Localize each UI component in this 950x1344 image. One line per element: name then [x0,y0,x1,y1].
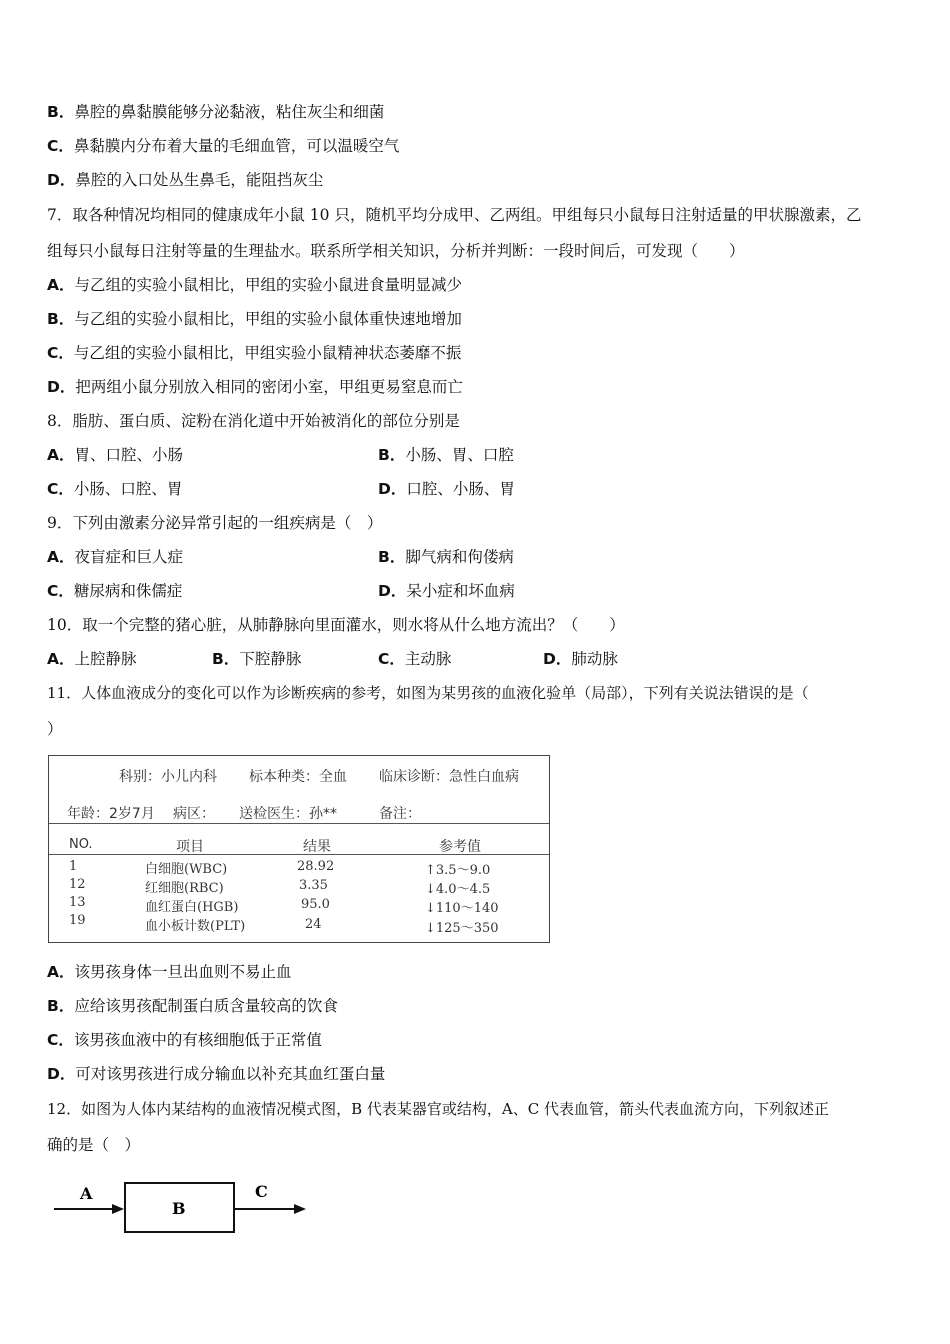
q11-option-b[interactable] [47,996,338,1016]
q11-option-a[interactable] [47,962,292,982]
option-text: 把两组小鼠分别放入相同的密闭小室，甲组更易窒息而亡 [75,378,463,396]
q12-stem-line2: 确的是（ ） [47,1136,141,1154]
q9-option-d[interactable] [378,581,515,601]
option-text: 呆小症和坏血病 [406,582,515,600]
row-no: 13 [69,895,86,910]
q8-option-c[interactable] [47,479,182,499]
report-sample: 标本种类：全血 [249,769,347,785]
report-diagnosis: 临床诊断：急性白血病 [379,769,519,785]
q7-stem-line1: 7．取各种情况均相同的健康成年小鼠 10 只，随机平均分成甲、乙两组。甲组每只小鼠每日注射适量的甲状腺激素，乙 [47,206,862,224]
report-divider-top [49,823,549,824]
report-dept: 科别：小儿内科 [119,769,217,785]
q6-option-d[interactable] [47,170,323,190]
report-remark: 备注： [379,806,421,822]
row-result: 24 [305,917,322,932]
option-label: B． [47,103,75,121]
option-text: 与乙组的实验小鼠相比，甲组实验小鼠精神状态萎靡不振 [73,344,462,362]
option-label: B． [212,650,240,668]
option-text: 上腔静脉 [74,650,137,668]
row-ref: ↑3.5～9.0 [425,863,491,878]
option-label: B． [47,997,75,1015]
option-label: C． [47,137,74,155]
header-result: 结果 [303,839,331,855]
row-no: 1 [69,859,78,874]
q9-option-c[interactable] [47,581,182,601]
option-text: 肺动脉 [571,650,618,668]
row-item: 血红蛋白(HGB) [145,900,239,915]
q11-stem-line1: 11．人体血液成分的变化可以作为诊断疾病的参考，如图为某男孩的血液化验单（局部），下列有关说法错误的是（ [47,684,809,702]
option-text: 脚气病和佝偻病 [405,548,514,566]
q10-option-a[interactable] [47,649,137,669]
label-c: C [255,1182,268,1201]
q7-stem-line2: 组每只小鼠每日注射等量的生理盐水。联系所学相关知识，分析并判断：一段时间后，可发现（ ） [47,242,745,260]
row-item: 血小板计数(PLT) [145,919,246,934]
option-label: C． [47,1031,74,1049]
report-age: 年龄：2岁7月 [67,806,155,822]
option-label: D． [378,480,407,498]
q9-stem: 9．下列由激素分泌异常引起的一组疾病是（ ） [47,514,383,532]
option-text: 可对该男孩进行成分输血以补充其血红蛋白量 [75,1065,386,1083]
q12-stem-line1: 12．如图为人体内某结构的血液情况模式图，B 代表某器官或结构，A、C 代表血管，箭头代表血流方向，下列叙述正 [47,1100,829,1118]
option-text: 应给该男孩配制蛋白质含量较高的饮食 [74,997,338,1015]
row-ref: ↓4.0～4.5 [425,882,491,897]
arrow-a-head [112,1204,124,1214]
row-ref: ↓110～140 [425,901,499,916]
option-text: 口腔、小肠、胃 [406,480,515,498]
q9-option-a[interactable] [47,547,183,567]
option-text: 该男孩身体一旦出血则不易止血 [74,963,292,981]
label-b: B [172,1199,186,1218]
option-text: 糖尿病和侏儒症 [73,582,183,600]
report-doctor: 送检医生：孙** [239,806,337,822]
option-label: B． [47,310,75,328]
q8-option-d[interactable] [378,479,515,499]
q11-stem-line2: ） [47,720,63,738]
option-label: A． [47,446,75,464]
option-label: C． [47,480,74,498]
option-text: 鼻腔的入口处丛生鼻毛，能阻挡灰尘 [75,171,324,189]
option-text: 下腔静脉 [239,650,302,668]
header-ref: 参考值 [439,839,481,855]
row-item: 红细胞(RBC) [145,881,224,896]
q8-stem: 8．脂肪、蛋白质、淀粉在消化道中开始被消化的部位分别是 [47,412,460,430]
row-item: 白细胞(WBC) [145,862,228,877]
q7-option-b[interactable] [47,309,462,329]
arrow-c-head [294,1204,306,1214]
q11-option-c[interactable] [47,1030,322,1050]
option-label: B． [378,446,406,464]
header-item: 项目 [176,839,204,855]
blood-test-report [48,755,550,943]
option-label: A． [47,276,75,294]
option-label: C． [47,344,74,362]
q10-option-d[interactable] [543,649,618,669]
q9-option-b[interactable] [378,547,514,567]
q7-option-c[interactable] [47,343,461,363]
row-result: 28.92 [297,859,335,874]
q10-stem: 10．取一个完整的猪心脏，从肺静脉向里面灌水，则水将从什么地方流出？（ ） [47,616,625,634]
q7-option-d[interactable] [47,377,463,397]
row-ref: ↓125～350 [425,921,499,936]
option-text: 主动脉 [404,650,452,668]
report-divider-header [49,854,549,855]
row-result: 3.35 [299,878,328,893]
option-label: D． [378,582,407,600]
option-label: A． [47,548,75,566]
q8-option-a[interactable] [47,445,183,465]
q8-option-b[interactable] [378,445,514,465]
option-label: D． [47,378,76,396]
option-label: C． [47,582,74,600]
header-no: NO. [69,837,93,852]
option-label: A． [47,650,75,668]
option-text: 鼻腔的鼻黏膜能够分泌黏液，粘住灰尘和细菌 [74,103,385,121]
option-text: 与乙组的实验小鼠相比，甲组的实验小鼠体重快速地增加 [74,310,462,328]
q7-option-a[interactable] [47,275,462,295]
report-ward: 病区： [173,806,215,822]
row-no: 12 [69,877,86,892]
q11-option-d[interactable] [47,1064,385,1084]
q10-option-b[interactable] [212,649,301,669]
option-text: 胃、口腔、小肠 [74,446,184,464]
q6-option-c[interactable] [47,136,399,156]
option-label: D． [543,650,572,668]
option-text: 小肠、口腔、胃 [73,480,183,498]
option-label: D． [47,171,76,189]
option-label: B． [378,548,406,566]
q10-option-c[interactable] [378,649,451,669]
label-a: A [80,1184,93,1203]
option-label: C． [378,650,405,668]
q6-option-b[interactable] [47,102,384,122]
option-text: 鼻黏膜内分布着大量的毛细血管，可以温暖空气 [73,137,400,155]
row-result: 95.0 [301,897,330,912]
option-text: 小肠、胃、口腔 [405,446,514,464]
option-label: D． [47,1065,76,1083]
row-no: 19 [69,913,86,928]
blood-flow-diagram [48,1175,318,1241]
option-text: 夜盲症和巨人症 [74,548,184,566]
option-label: A． [47,963,75,981]
option-text: 该男孩血液中的有核细胞低于正常值 [73,1031,322,1049]
option-text: 与乙组的实验小鼠相比，甲组的实验小鼠进食量明显减少 [74,276,463,294]
